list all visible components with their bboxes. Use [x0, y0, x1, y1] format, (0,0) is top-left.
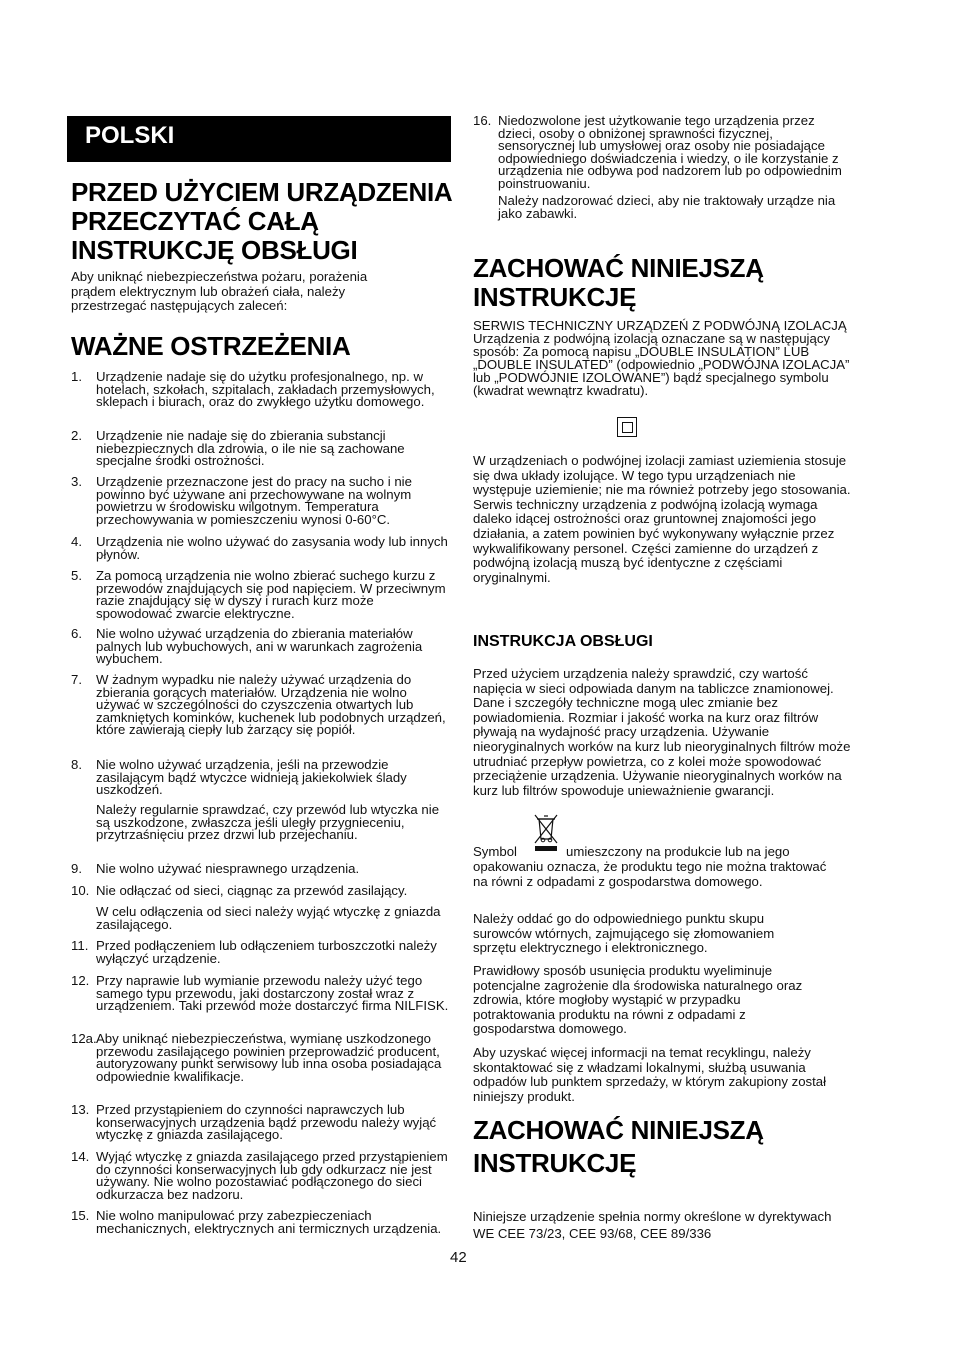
double-insulation-service-paragraph: SERWIS TECHNICZNY URZĄDZEŃ Z PODWÓJNĄ IZOLACJĄ Urządzenia z podwójną izolacją oznaczane są w następujący sposób: Za pomocą napisu „DOUBLE INSULATION” LUB „DOUBLE INSULATED” (odpowiednio „PODWÓJNA IZOLACJA” lub „PODWÓJNIE IZOLOWANE”) bądź specjalnego symbolu (kwadrat wewnątrz kwadratu).: [473, 318, 850, 398]
list-item-number: 2.: [71, 428, 82, 443]
list-item-text: Nie wolno używać urządzenia, jeśli na przewodzie zasilającym bądź wtyczce widnieją jakiekolwiek ślady uszkodzeń.: [96, 757, 407, 798]
list-item-text: Urządzenie nie nadaje się do zbierania substancji niebezpiecznych dla zdrowia, o ile nie są zachowane specjalne środki ostrożności.: [96, 428, 405, 469]
list-item-number: 13.: [71, 1102, 90, 1117]
recycling-paragraph: Należy oddać go do odpowiedniego punktu skupu surowców wtórnych, zajmującego się złomowaniem sprzętu elektrycznego i elektronicznego.: [473, 911, 775, 956]
list-item-text: Przed podłączeniem lub odłączeniem turboszczotki należy wyłączyć urządzenie.: [96, 938, 437, 966]
list-item-text: W żadnym wypadku nie należy używać urządzenia do zbierania gorących materiałów. Urządzenia nie wolno używać w szczególności do czyszczenia otwartych lub zamkniętych kominków, kuchenek lub podobnych urządzeń, które zawierają ciepły lub żarzący się popiół.: [96, 672, 446, 738]
list-item-number: 3.: [71, 474, 82, 489]
symbol-paragraph: opakowaniu oznacza, że produktu tego nie można traktować na równi z odpadami z gospodarstwa domowego.: [473, 859, 827, 889]
list-item-text: Urządzenie nadaje się do użytku profesjonalnego, np. w hotelach, szkołach, szpitalach, zakładach przemysłowych, sklepach i biurach, oraz do zwykłego użytku domowego.: [96, 369, 435, 410]
main-title: PRZED UŻYCIEM URZĄDZENIA PRZECZYTAĆ CAŁĄ INSTRUKCJĘ OBSŁUGI: [71, 177, 452, 265]
list-item-text: Aby uniknąć niebezpieczeństwa, wymianę uszkodzonego przewodu zasilającego powinien przeprowadzić producent, autoryzowany punkt serwisowy lub inna osoba posiadająca odpowiednie kwalifikacje.: [96, 1031, 442, 1084]
list-item-text: W celu odłączenia od sieci należy wyjąć wtyczkę z gniazda zasilającego.: [96, 904, 441, 932]
list-item-number: 11.: [71, 938, 89, 953]
language-header: POLSKI: [67, 116, 451, 162]
list-item-number: 7.: [71, 672, 82, 687]
double-insulation-paragraph: W urządzeniach o podwójnej izolacji zamiast uziemienia stosuje się dwa układy izolujące. W tego typu urządzeniach nie występuje uziemienie; nie ma również potrzeby jego stosowania. Serwis techniczny urządzenia z podwójną izolacją wymaga daleko idącej ostrożności oraz gruntownej znajomości jego działania, a zatem powinien być wykonywany wyłącznie przez wykwalifikowany personel. Części zamienne do urządzeń z podwójną izolacją muszą być identyczne z częściami oryginalnymi.: [473, 453, 851, 585]
list-item-text: Nie wolno używać niesprawnego urządzenia.: [96, 861, 360, 876]
list-item-text: Nie wolno manipulować przy zabezpieczeniach mechanicznych, elektrycznych ani termicznych urządzenia.: [96, 1208, 442, 1236]
list-item-number: 6.: [71, 626, 82, 641]
double-insulation-symbol-icon: [617, 417, 637, 437]
recycling-info-paragraph: Aby uzyskać więcej informacji na temat recyklingu, należy skontaktować się z władzami lokalnymi, służbą usuwania odpadów lub punktem sprzedaży, w którym zakupiony został niniejszy produkt.: [473, 1045, 827, 1104]
list-item-number: 9.: [71, 861, 82, 876]
list-item-text: Należy regularnie sprawdzać, czy przewód lub wtyczka nie są uszkodzone, zwłaszcza jeśli uległy przygnieceniu, przytrzaśnięciu przez drzwi lub przejechaniu.: [96, 802, 440, 843]
symbol-description: umieszczony na produkcie lub na jego: [566, 844, 790, 859]
list-item-text: Nie odłączać od sieci, ciągnąc za przewód zasilający.: [96, 883, 408, 898]
list-item-number: 15.: [71, 1208, 90, 1223]
instructions-paragraph: Przed użyciem urządzenia należy sprawdzić, czy wartość napięcia w sieci odpowiada danym na tabliczce znamionowej. Dane i szczegóły techniczne mogą ulec zmianie bez powiadomienia. Rozmiar i jakość worka na kurz oraz filtrów pływają na wydajność pracy urządzenia. Używanie nieoryginalnych worków na kurz lub nieoryginalnych filtrów może utrudniać przepływ powietrza, co z kolei może spowodować przeciążenie urządzenia. Używanie nieoryginalnych worków na kurz lub filtrów spowoduje unieważnienie gwarancji.: [473, 666, 851, 798]
warnings-title: WAŻNE OSTRZEŻENIA: [71, 331, 351, 361]
list-item-number: 8.: [71, 757, 82, 772]
list-item-text: Nie wolno używać urządzenia do zbierania materiałów palnych lub wybuchowych, ani w warunkach zagrożenia wybuchem.: [96, 626, 423, 667]
list-item-text: Urządzenia nie wolno używać do zasysania wody lub innych płynów.: [96, 534, 448, 562]
list-item-text: Przy naprawie lub wymianie przewodu należy użyć tego samego typu przewodu, jaki dostarczony został wraz z urządzeniem. Taki przewód może dostarczyć firma NILFISK.: [96, 973, 449, 1014]
save-instructions-title-2: ZACHOWAĆ NINIEJSZĄ INSTRUKCJĘ: [473, 1115, 764, 1178]
list-item-number: 1.: [71, 369, 82, 384]
list-item-number: 10.: [71, 883, 90, 898]
list-item-text: Przed przystąpieniem do czynności naprawczych lub konserwacyjnych urządzenia bądź przewodu należy wyjąć wtyczkę z gniazda zasilającego.: [96, 1102, 437, 1143]
list-item-text: Wyjąć wtyczkę z gniazda zasilającego przed przystąpieniem do czynności konserwacyjnych lub gdy odkurzacz nie jest używany. Nie wolno pozostawiać podłączonego do sieci odkurzacza bez nadzoru.: [96, 1149, 448, 1202]
directives-paragraph: Niniejsze urządzenie spełnia normy określone w dyrektywach WE CEE 73/23, CEE 93/68, CEE 89/336: [473, 1209, 832, 1241]
list-item-number: 14.: [71, 1149, 90, 1164]
save-instructions-title: ZACHOWAĆ NINIEJSZĄ INSTRUKCJĘ: [473, 253, 764, 312]
list-item-number: 12.: [71, 973, 90, 988]
instructions-title: INSTRUKCJA OBSŁUGI: [473, 633, 653, 650]
list-item-text: Urządzenie przeznaczone jest do pracy na sucho i nie powinno być używane ani przechowywane na wolnym powietrzu w środowisku wilgotnym. Temperatura przechowywania w pomieszczeniu wynosi 0-60°C.: [96, 474, 412, 527]
list-item-number: 5.: [71, 568, 82, 583]
intro-paragraph: Aby uniknąć niebezpieczeństwa pożaru, porażenia prądem elektrycznym lub obrażeń ciała, należy przestrzegać następujących zaleceń:: [71, 269, 368, 313]
list-item-number: 12a.: [71, 1031, 97, 1046]
list-item-number: 4.: [71, 534, 82, 549]
list-item-text: Za pomocą urządzenia nie wolno zbierać suchego kurzu z przewodów znajdujących się pod napięciem. W przeciwnym razie znajdujący się w dyszy i rurach kurz może spowodować zwarcie elektryczne.: [96, 568, 446, 621]
crossed-out-bin-icon: [533, 813, 559, 853]
page-number: 42: [450, 1249, 467, 1266]
disposal-paragraph: Prawidłowy sposób usunięcia produktu wyeliminuje potencjalne zagrożenie dla środowiska naturalnego oraz zdrowia, które mogłoby wystąpić w przypadku potraktowania produktu na równi z odpadami z gospodarstwa domowego.: [473, 963, 803, 1037]
symbol-label: Symbol: [473, 844, 517, 859]
